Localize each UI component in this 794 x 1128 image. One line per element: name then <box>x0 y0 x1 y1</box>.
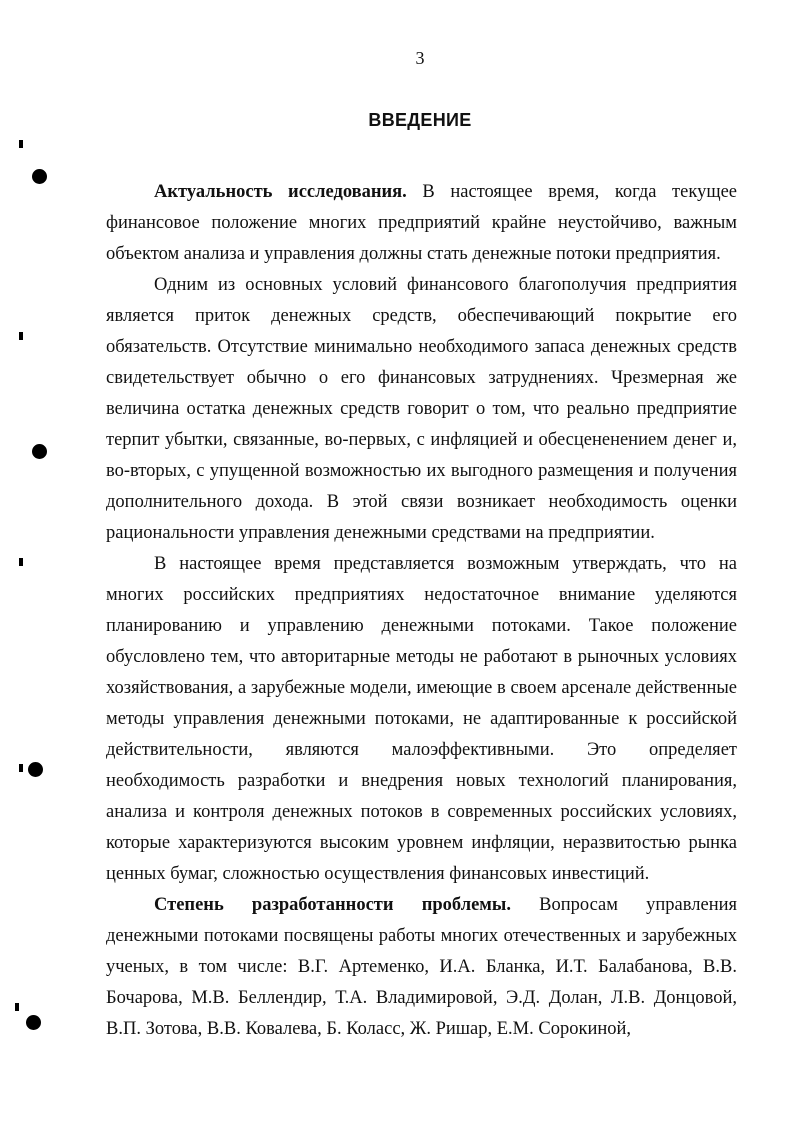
page-number: 3 <box>415 48 425 68</box>
body-text <box>106 177 737 1045</box>
paragraph-text: Вопросам управления денежными потоками посвящены работы многих отечественных и зарубежных ученых, в том числе: В.Г. Артеменко, И.А. Бланка, И.Т. Балабанова, В.В. Бочарова, М.В. Беллендир, Т.А. Владимировой, Э.Д. Долан, Л.В. Донцовой, В.П. Зотова, В.В. Ковалева, Б. Коласс, Ж. Ришар, Е.М. Сорокиной, <box>106 895 737 1039</box>
binder-hole <box>26 1015 41 1030</box>
paragraph-text: Одним из основных условий финансового благополучия предприятия является приток денежных средств, обеспечивающий покрытие его обязательств. Отсутствие минимально необходимого запаса денежных средств свидетельствует обычно о его финансовых затруднениях. Чрезмерная же величина остатка денежных средств говорит о том, что реально предприятие терпит убытки, связанные, во-первых, с инфляцией и обесцененением денег и, во-вторых, с упущенной возможностью их выгодного размещения и получения дополнительного дохода. В этой связи возникает необходимость оценки рациональности управления денежными средствами на предприятии. <box>106 275 737 543</box>
paragraph-text: В настоящее время, когда текущее финансовое положение многих предприятий крайне неустойчиво, важным объектом анализа и управления должны стать денежные потоки предприятия. <box>106 182 737 264</box>
section-heading: ВВЕДЕНИЕ <box>368 110 472 130</box>
scan-mark <box>19 764 23 772</box>
paragraph-current-state <box>106 549 737 890</box>
binder-hole <box>28 762 43 777</box>
paragraph-lead: Степень разработанности проблемы. <box>154 895 511 915</box>
scan-mark <box>19 558 23 566</box>
binder-hole <box>32 169 47 184</box>
scan-mark <box>19 332 23 340</box>
scan-mark <box>15 1003 19 1011</box>
binder-hole <box>32 444 47 459</box>
paragraph-text: В настоящее время представляется возможным утверждать, что на многих российских предприятиях недостаточное внимание уделяются планированию и управлению денежными потоками. Такое положение обусловлено тем, что авторитарные методы не работают в рыночных условиях хозяйствования, а зарубежные модели, имеющие в своем арсенале действенные методы управления денежными потоками, не адаптированные к российской действительности, являются малоэффективными. Это определяет необходимость разработки и внедрения новых технологий планирования, анализа и контроля денежных потоков в современных российских условиях, которые характеризуются высоким уровнем инфляции, неразвитостью рынка ценных бумаг, сложностью осуществления финансовых инвестиций. <box>106 554 737 884</box>
paragraph-conditions <box>106 270 737 549</box>
paragraph-degree-of-development <box>106 890 737 1045</box>
paragraph-lead: Актуальность исследования. <box>154 182 407 202</box>
scan-mark <box>19 140 23 148</box>
paragraph-relevance <box>106 177 737 270</box>
